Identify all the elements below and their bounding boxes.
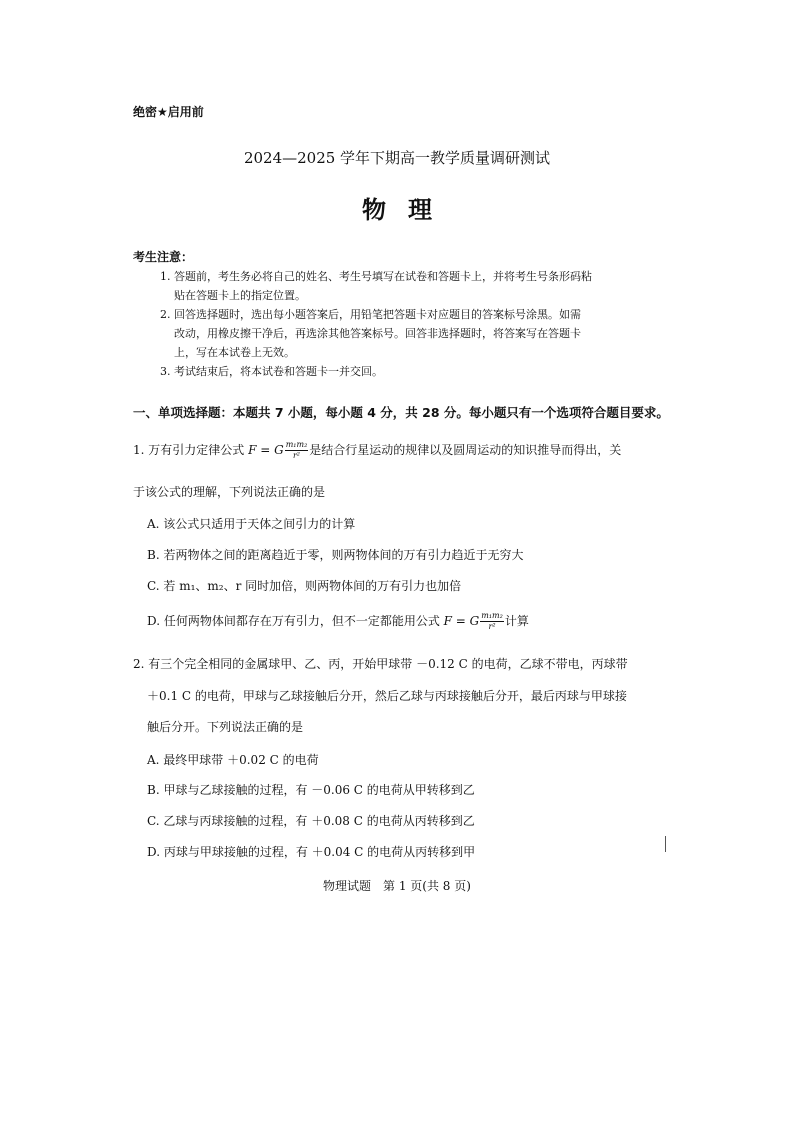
- subject-title: 物理: [362, 195, 454, 224]
- stem-text: 是结合行星运动的规律以及圆周运动的知识推导而得出，关: [309, 443, 622, 457]
- formula-lhs: F = G: [443, 614, 480, 628]
- formula-lhs: F = G: [248, 443, 284, 457]
- option-b: B. 甲球与乙球接触的过程，有 －0.06 C 的电荷从甲转移到乙: [147, 783, 475, 797]
- scan-mark: [665, 836, 666, 852]
- question-2-stem: 2. 有三个完全相同的金属球甲、乙、丙，开始甲球带 －0.12 C 的电荷，乙球不带电，丙球带: [133, 657, 628, 671]
- option-text: 计算: [504, 614, 529, 628]
- notice-line: 上，写在本试卷上无效。: [174, 346, 295, 359]
- option-a: A. 最终甲球带 ＋0.02 C 的电荷: [147, 753, 319, 767]
- question-1-stem: [133, 440, 621, 461]
- formula-numerator: m₁m₂: [285, 440, 308, 449]
- option-text: D. 任何两物体间都存在万有引力，但不一定都能用公式: [147, 614, 440, 628]
- option-c: C. 若 m₁、m₂、r 同时加倍，则两物体间的万有引力也加倍: [147, 579, 462, 593]
- option-d: [147, 611, 529, 632]
- option-c: C. 乙球与丙球接触的过程，有 ＋0.08 C 的电荷从丙转移到乙: [147, 814, 475, 828]
- stem-text: 1. 万有引力定律公式: [133, 443, 245, 457]
- formula-fraction: [285, 440, 309, 461]
- option-d: D. 丙球与甲球接触的过程，有 ＋0.04 C 的电荷从丙转移到甲: [147, 845, 476, 859]
- notice-line: 贴在答题卡上的指定位置。: [174, 289, 306, 302]
- notice-line: 1. 答题前，考生务必将自己的姓名、考生号填写在试卷和答题卡上，并将考生号条形码粘: [160, 270, 592, 283]
- formula-denominator: r²: [488, 622, 496, 631]
- option-b: B. 若两物体之间的距离趋近于零，则两物体间的万有引力趋近于无穷大: [147, 548, 524, 562]
- notice-heading: 考生注意：: [133, 250, 194, 264]
- option-a: A. 该公式只适用于天体之间引力的计算: [147, 517, 356, 531]
- confidential-label: 绝密★启用前: [133, 105, 204, 119]
- notice-line: 2. 回答选择题时，选出每小题答案后，用铅笔把答题卡对应题目的答案标号涂黑。如需: [160, 308, 581, 321]
- question-1-stem-cont: 于该公式的理解，下列说法正确的是: [133, 485, 326, 499]
- formula-denominator: r²: [292, 451, 301, 460]
- section-title: 一、单项选择题：本题共 7 小题，每小题 4 分，共 28 分。每小题只有一个选项符合题目要求。: [133, 405, 669, 420]
- formula-numerator: m₁m₂: [481, 611, 503, 620]
- page-footer: 物理试题 第 1 页(共 8 页): [323, 879, 471, 893]
- formula-fraction: [480, 611, 504, 632]
- question-2-stem-cont: ＋0.1 C 的电荷，甲球与乙球接触后分开，然后乙球与丙球接触后分开，最后丙球与甲球接: [147, 689, 627, 703]
- notice-line: 3. 考试结束后，将本试卷和答题卡一并交回。: [160, 365, 383, 378]
- exam-title: 2024—2025 学年下期高一教学质量调研测试: [243, 149, 551, 167]
- question-2-stem-cont: 触后分开。下列说法正确的是: [147, 720, 304, 734]
- notice-line: 改动，用橡皮擦干净后，再选涂其他答案标号。回答非选择题时，将答案写在答题卡: [174, 327, 581, 340]
